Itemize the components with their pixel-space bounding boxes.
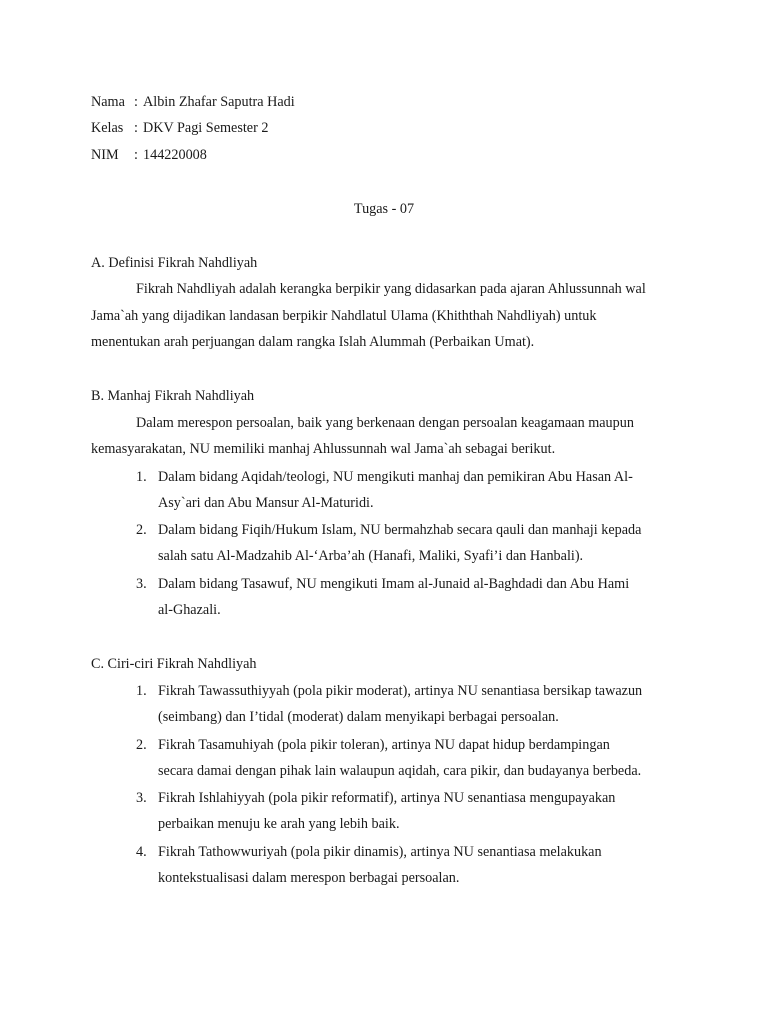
list-item-line: Fikrah Ishlahiyyah (pola pikir reformatif), artinya NU senantiasa mengupayakan — [158, 790, 616, 806]
list-number: 2. — [136, 522, 147, 538]
list-item-line: al-Ghazali. — [158, 602, 221, 618]
list-item-line: Dalam bidang Aqidah/teologi, NU mengikuti manhaj dan pemikiran Abu Hasan Al- — [158, 469, 633, 485]
list-number: 3. — [136, 790, 147, 806]
nim-label: NIM — [91, 147, 119, 163]
nim-row — [91, 145, 207, 165]
list-item-line: Asy`ari dan Abu Mansur Al-Maturidi. — [158, 495, 374, 511]
name-row — [91, 92, 295, 112]
section-a-heading: A. Definisi Fikrah Nahdliyah — [91, 255, 258, 271]
list-item-line: salah satu Al-Madzahib Al-‘Arba’ah (Hanafi, Maliki, Syafi’i dan Hanbali). — [158, 548, 584, 564]
nim-value: 144220008 — [143, 147, 207, 163]
class-value: DKV Pagi Semester 2 — [143, 120, 269, 136]
section-b-intro-line: Dalam merespon persoalan, baik yang berkenaan dengan persoalan keagamaan maupun — [136, 415, 634, 431]
list-item-line: Dalam bidang Fiqih/Hukum Islam, NU bermahzhab secara qauli dan manhaji kepada — [158, 522, 642, 538]
name-value: Albin Zhafar Saputra Hadi — [143, 94, 295, 110]
list-item-line: secara damai dengan pihak lain walaupun aqidah, cara pikir, dan budayanya berbeda. — [158, 763, 642, 779]
list-item-line: Fikrah Tawassuthiyyah (pola pikir moderat), artinya NU senantiasa bersikap tawazun — [158, 683, 643, 699]
list-number: 2. — [136, 737, 147, 753]
section-a-line: Jama`ah yang dijadikan landasan berpikir Nahdlatul Ulama (Khiththah Nahdliyah) untuk — [91, 308, 597, 324]
list-number: 1. — [136, 683, 147, 699]
list-number: 3. — [136, 576, 147, 592]
class-separator: : — [134, 120, 138, 136]
section-b-intro-line: kemasyarakatan, NU memiliki manhaj Ahlussunnah wal Jama`ah sebagai berikut. — [91, 441, 556, 457]
list-item-line: (seimbang) dan I’tidal (moderat) dalam menyikapi berbagai persoalan. — [158, 709, 559, 725]
document-title: Tugas - 07 — [353, 201, 415, 217]
section-b-heading: B. Manhaj Fikrah Nahdliyah — [91, 388, 255, 404]
list-item-line: perbaikan menuju ke arah yang lebih baik. — [158, 816, 400, 832]
section-a-line: Fikrah Nahdliyah adalah kerangka berpikir yang didasarkan pada ajaran Ahlussunnah wal — [136, 281, 646, 297]
list-item-line: Fikrah Tasamuhiyah (pola pikir toleran), artinya NU dapat hidup berdampingan — [158, 737, 610, 753]
list-item-line: kontekstualisasi dalam merespon berbagai persoalan. — [158, 870, 460, 886]
list-number: 1. — [136, 469, 147, 485]
list-item-line: Dalam bidang Tasawuf, NU mengikuti Imam al-Junaid al-Baghdadi dan Abu Hami — [158, 576, 630, 592]
class-label: Kelas — [91, 120, 124, 136]
name-label: Nama — [91, 94, 125, 110]
name-separator: : — [134, 94, 138, 110]
nim-separator: : — [134, 147, 138, 163]
list-item-line: Fikrah Tathowwuriyah (pola pikir dinamis), artinya NU senantiasa melakukan — [158, 844, 602, 860]
class-row — [91, 118, 268, 138]
section-c-heading: C. Ciri-ciri Fikrah Nahdliyah — [91, 656, 257, 672]
section-a-line: menentukan arah perjuangan dalam rangka Islah Alummah (Perbaikan Umat). — [91, 334, 535, 350]
list-number: 4. — [136, 844, 147, 860]
